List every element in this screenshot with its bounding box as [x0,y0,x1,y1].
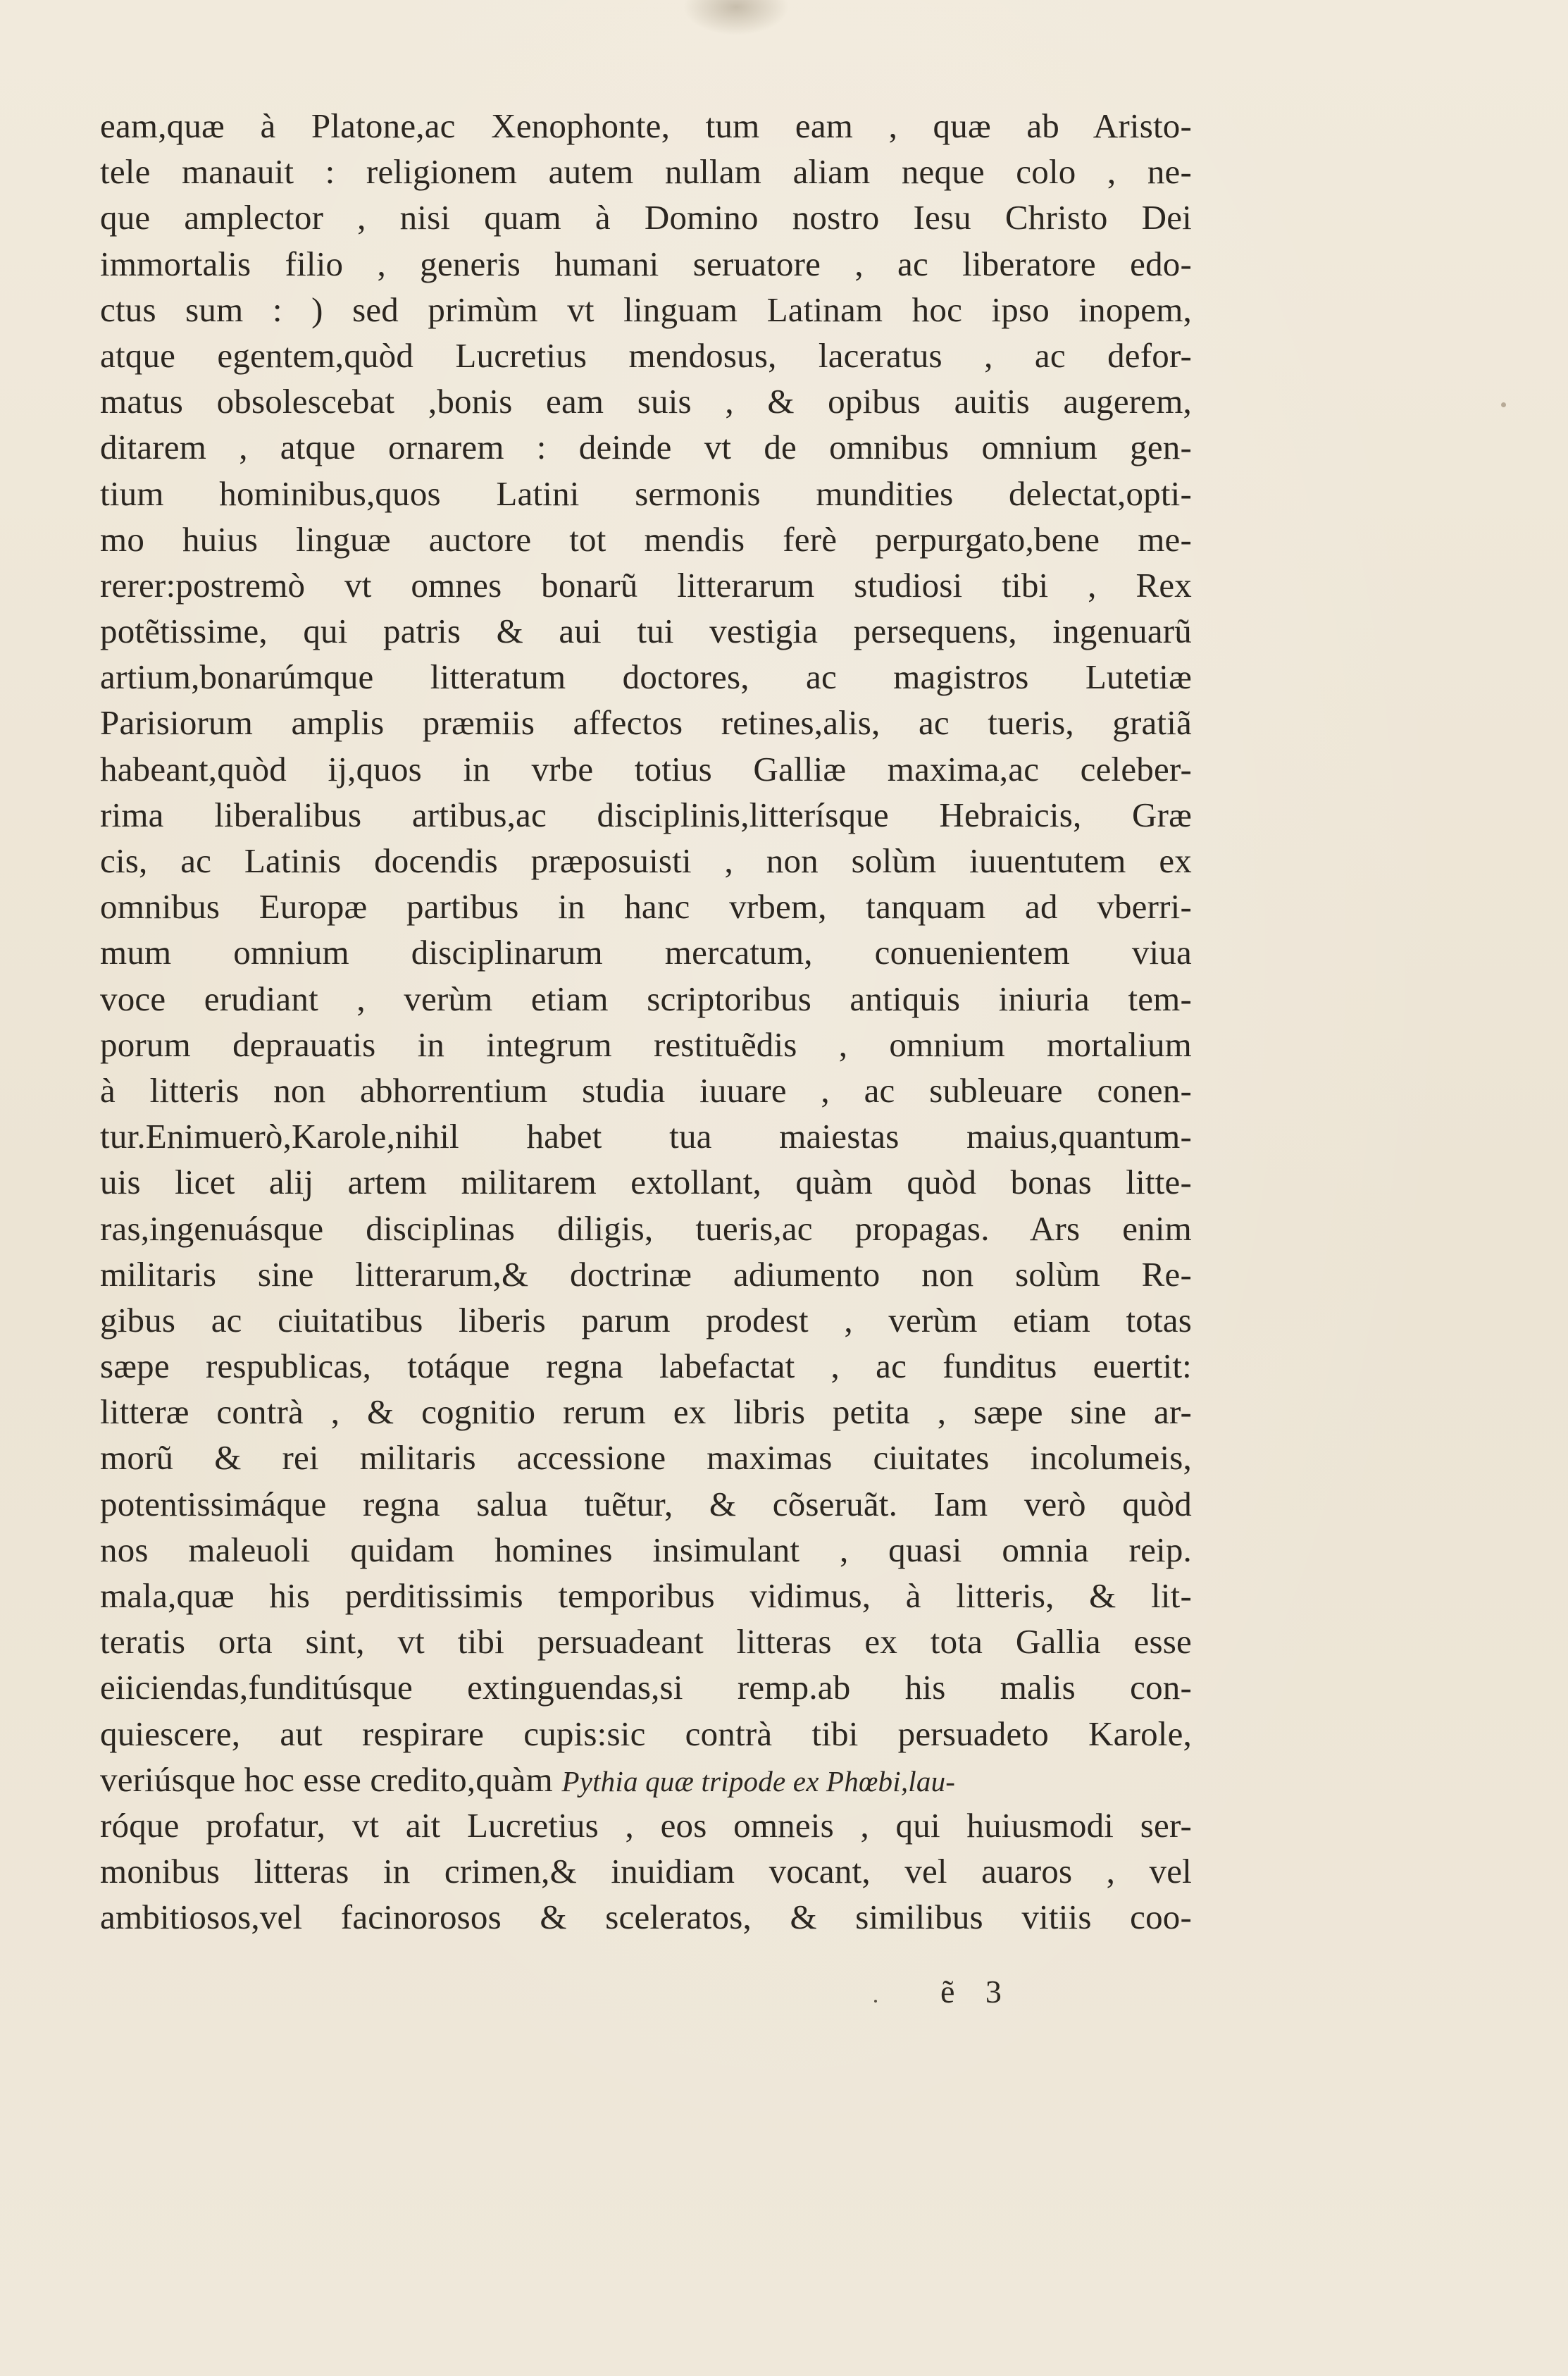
margin-spot [1501,402,1506,407]
text-line: rima liberalibus artibus,ac disciplinis,litterísque Hebraicis, Græ [100,795,1192,834]
text-line: litteræ contrà , & cognitio rerum ex libris petita , sæpe sine ar- [100,1392,1192,1432]
text-line: morũ & rei militaris accessione maximas ciuitates incolumeis, [100,1438,1192,1478]
italic-quote: Pythia quæ tripode ex Phœbi,lau- [561,1764,956,1798]
text-line: potentissimáque regna salua tuẽtur, & cõseruãt. Iam verò quòd [100,1484,1192,1523]
text-line: immortalis filio , generis humani seruatore , ac liberatore edo- [100,244,1192,283]
signature-mark: ẽ 3 [940,1974,1013,2010]
text-line: nos maleuoli quidam homines insimulant , quasi omnia reip. [100,1530,1192,1569]
text-line: rerer:postremò vt omnes bonarũ litterarum studiosi tibi , Rex [100,565,1192,605]
text-line: róque profatur, vt ait Lucretius , eos omneis , qui huiusmodi ser- [100,1805,1192,1845]
text-line: ctus sum : ) sed primùm vt linguam Latinam hoc ipso inopem, [100,290,1192,329]
text-line: ambitiosos,vel facinorosos & sceleratos, & similibus vitiis coo- [100,1898,1192,1937]
text-line: militaris sine litterarum,& doctrinæ adiumento non solùm Re- [100,1254,1192,1294]
text-line: porum deprauatis in integrum restituẽdis , omnium mortalium [100,1025,1192,1064]
text-line: habeant,quòd ij,quos in vrbe totius Galliæ maxima,ac celeber- [100,749,1192,788]
text-line: que amplector , nisi quam à Domino nostro Iesu Christo Dei [100,198,1192,237]
text-line: quiescere, aut respirare cupis:sic contrà tibi persuadeto Karole, [100,1714,1192,1753]
text-line: tium hominibus,quos Latini sermonis mundities delectat,opti- [100,474,1192,513]
latin-text-block [100,103,1192,1941]
text-line: sæpe respublicas, totáque regna labefactat , ac funditus euertit: [100,1347,1192,1386]
text-line: monibus litteras in crimen,& inuidiam vocant, vel auaros , vel [100,1852,1192,1891]
text-line: eam,quæ à Platone,ac Xenophonte, tum eam , quæ ab Aristo- [100,106,1192,145]
text-line: ras,ingenuásque disciplinas diligis, tueris,ac propagas. Ars enim [100,1208,1192,1248]
text-line: matus obsolescebat ,bonis eam suis , & opibus auitis augerem, [100,382,1192,421]
text-line: omnibus Europæ partibus in hanc vrbem, tanquam ad vberri- [100,887,1192,927]
text-line: potẽtissime, qui patris & aui tui vestigia persequens, ingenuarũ [100,612,1192,651]
text-line: teratis orta sint, vt tibi persuadeant litteras ex tota Gallia esse [100,1622,1192,1662]
text-line: artium,bonarúmque litteratum doctores, ac magistros Lutetiæ [100,657,1192,697]
text-line: voce erudiant , verùm etiam scriptoribus antiquis iniuria tem- [100,979,1192,1018]
text-line: tur.Enimuerò,Karole,nihil habet tua maiestas maius,quantum- [100,1117,1192,1156]
printer-dot [874,2000,877,2003]
text-line: mo huius linguæ auctore tot mendis ferè perpurgato,bene me- [100,519,1192,559]
text-line: mala,quæ his perditissimis temporibus vidimus, à litteris, & lit- [100,1576,1192,1615]
text-line-with-quote [100,1757,1192,1802]
text-line: atque egentem,quòd Lucretius mendosus, laceratus , ac defor- [100,335,1192,375]
text-line: cis, ac Latinis docendis præposuisti , non solùm iuuentutem ex [100,841,1192,880]
text-line: uis licet alij artem militarem extollant, quàm quòd bonas litte- [100,1163,1192,1202]
text-line: eiiciendas,funditúsque extinguendas,si remp.ab his malis con- [100,1668,1192,1707]
text-line: gibus ac ciuitatibus liberis parum prodest , verùm etiam totas [100,1300,1192,1339]
text-line: mum omnium disciplinarum mercatum, conuenientem viua [100,933,1192,972]
text-line: tele manauit : religionem autem nullam aliam neque colo , ne- [100,152,1192,192]
paper-stain [683,0,789,35]
text-line: ditarem , atque ornarem : deinde vt de omnibus omnium gen- [100,428,1192,467]
text-line: à litteris non abhorrentium studia iuuare , ac subleuare conen- [100,1070,1192,1110]
text-segment: veriúsque hoc esse credito,quàm [100,1759,553,1799]
text-line: Parisiorum amplis præmiis affectos retines,alis, ac tueris, gratiã [100,703,1192,743]
